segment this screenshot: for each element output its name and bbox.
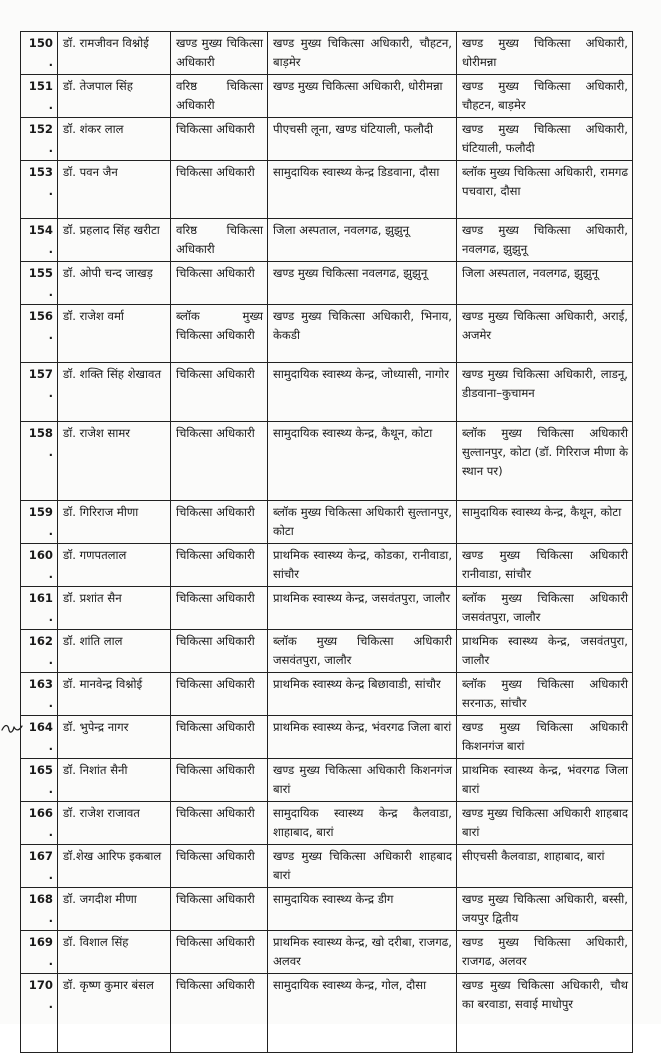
current-posting: प्राथमिक स्वास्थ्य केन्द्र, भंवरगढ जिला बारां: [268, 716, 457, 759]
serial-number: 155.: [21, 262, 58, 305]
serial-number: 160.: [21, 544, 58, 587]
current-posting: खण्ड मुख्य चिकित्सा अधिकारी किशनगंज बारां: [268, 759, 457, 802]
new-posting: खण्ड मुख्य चिकित्सा अधिकारी, चौहटन, बाड़मेर: [457, 75, 633, 118]
new-posting: सामुदायिक स्वास्थ्य केन्द्र, कैथून, कोटा: [457, 501, 633, 544]
officer-name: डॉ. रामजीवन विश्नोई: [58, 32, 171, 75]
table-row: [21, 422, 633, 501]
officer-post: चिकित्सा अधिकारी: [171, 544, 268, 587]
serial-number: 158.: [21, 422, 58, 501]
table-row: [21, 888, 633, 931]
serial-number: 159.: [21, 501, 58, 544]
officer-name: डॉ. राजेश वर्मा: [58, 305, 171, 363]
serial-number: 166.: [21, 802, 58, 845]
officer-name: डॉ. निशांत सैनी: [58, 759, 171, 802]
serial-number: 154.: [21, 219, 58, 262]
officer-name: डॉ. भुपेन्द्र नागर: [58, 716, 171, 759]
current-posting: प्राथमिक स्वास्थ्य केन्द्र, खो दरीबा, राजगढ, अलवर: [268, 931, 457, 974]
current-posting: सामुदायिक स्वास्थ्य केन्द्र, जोध्यासी, नागोर: [268, 363, 457, 422]
new-posting: खण्ड मुख्य चिकित्सा अधिकारी रानीवाडा, सांचौर: [457, 544, 633, 587]
officer-post: चिकित्सा अधिकारी: [171, 802, 268, 845]
officer-name: डॉ. पवन जैन: [58, 161, 171, 219]
serial-number: 164.: [21, 716, 58, 759]
officer-post: चिकित्सा अधिकारी: [171, 888, 268, 931]
current-posting: खण्ड मुख्य चिकित्सा अधिकारी, भिनाय, केकडी: [268, 305, 457, 363]
officer-post: चिकित्सा अधिकारी: [171, 630, 268, 673]
officer-post: वरिष्ठ चिकित्सा अधिकारी: [171, 219, 268, 262]
current-posting: ब्लॉक मुख्य चिकित्सा अधिकारी सुल्तानपुर, कोटा: [268, 501, 457, 544]
current-posting: खण्ड मुख्य चिकित्सा अधिकारी, धोरीमन्ना: [268, 75, 457, 118]
table-row: [21, 544, 633, 587]
current-posting: प्राथमिक स्वास्थ्य केन्द्र, जसवंतपुरा, जालौर: [268, 587, 457, 630]
table-row: [21, 759, 633, 802]
new-posting: खण्ड मुख्य चिकित्सा अधिकारी, अराई, अजमेर: [457, 305, 633, 363]
officer-name: डॉ. राजेश सामर: [58, 422, 171, 501]
table-row: [21, 501, 633, 544]
table-row: [21, 587, 633, 630]
current-posting: खण्ड मुख्य चिकित्सा अधिकारी शाहबाद बारां: [268, 845, 457, 888]
serial-number: 163.: [21, 673, 58, 716]
officer-name: डॉ. गणपतलाल: [58, 544, 171, 587]
current-posting: सामुदायिक स्वास्थ्य केन्द्र, गोल, दौसा: [268, 974, 457, 1053]
officer-name: डॉ. गिरिराज मीणा: [58, 501, 171, 544]
serial-number: 168.: [21, 888, 58, 931]
officer-name: डॉ. तेजपाल सिंह: [58, 75, 171, 118]
officer-name: डॉ. ओपी चन्द जाखड़: [58, 262, 171, 305]
new-posting: खण्ड मुख्य चिकित्सा अधिकारी शाहबाद बारां: [457, 802, 633, 845]
table-row: [21, 931, 633, 974]
transfer-table-body: [21, 32, 633, 1053]
officer-name: डॉ. शंकर लाल: [58, 118, 171, 161]
table-row: [21, 305, 633, 363]
table-row: [21, 845, 633, 888]
officer-post: चिकित्सा अधिकारी: [171, 501, 268, 544]
transfer-table: [20, 31, 633, 1053]
table-row: [21, 262, 633, 305]
new-posting: खण्ड मुख्य चिकित्सा अधिकारी, घंटियाली, फलौदी: [457, 118, 633, 161]
new-posting: प्राथमिक स्वास्थ्य केन्द्र, भंवरगढ जिला बारां: [457, 759, 633, 802]
table-row: [21, 75, 633, 118]
current-posting: सामुदायिक स्वास्थ्य केन्द्र, कैथून, कोटा: [268, 422, 457, 501]
serial-number: 170.: [21, 974, 58, 1053]
new-posting: खण्ड मुख्य चिकित्सा अधिकारी, धोरीमन्ना: [457, 32, 633, 75]
officer-name: डॉ. शक्ति सिंह शेखावत: [58, 363, 171, 422]
officer-post: खण्ड मुख्य चिकित्सा अधिकारी: [171, 32, 268, 75]
table-row: [21, 161, 633, 219]
officer-name: डॉ. राजेश राजावत: [58, 802, 171, 845]
serial-number: 165.: [21, 759, 58, 802]
serial-number: 167.: [21, 845, 58, 888]
officer-post: चिकित्सा अधिकारी: [171, 974, 268, 1053]
officer-name: डॉ. शांति लाल: [58, 630, 171, 673]
officer-post: चिकित्सा अधिकारी: [171, 262, 268, 305]
serial-number: 153.: [21, 161, 58, 219]
officer-post: चिकित्सा अधिकारी: [171, 118, 268, 161]
officer-name: डॉ. प्रशांत सैन: [58, 587, 171, 630]
current-posting: सामुदायिक स्वास्थ्य केन्द्र डीग: [268, 888, 457, 931]
current-posting: सामुदायिक स्वास्थ्य केन्द्र डिडवाना, दौसा: [268, 161, 457, 219]
officer-post: चिकित्सा अधिकारी: [171, 759, 268, 802]
serial-number: 150.: [21, 32, 58, 75]
new-posting: प्राथमिक स्वास्थ्य केन्द्र, जसवंतपुरा, जालौर: [457, 630, 633, 673]
table-row: [21, 118, 633, 161]
current-posting: पीएचसी लूना, खण्ड घंटियाली, फलौदी: [268, 118, 457, 161]
serial-number: 169.: [21, 931, 58, 974]
officer-name: डॉ.शेख आरिफ इकबाल: [58, 845, 171, 888]
officer-post: चिकित्सा अधिकारी: [171, 716, 268, 759]
officer-post: चिकित्सा अधिकारी: [171, 161, 268, 219]
table-row: [21, 363, 633, 422]
table-row: [21, 716, 633, 759]
officer-name: डॉ. मानवेन्द्र विश्नोई: [58, 673, 171, 716]
new-posting: खण्ड मुख्य चिकित्सा अधिकारी, बस्सी, जयपुर द्वितीय: [457, 888, 633, 931]
current-posting: खण्ड मुख्य चिकित्सा नवलगढ, झुझुनू: [268, 262, 457, 305]
current-posting: प्राथमिक स्वास्थ्य केन्द्र बिछावाडी, सांचौर: [268, 673, 457, 716]
current-posting: जिला अस्पताल, नवलगढ, झुझुनू: [268, 219, 457, 262]
serial-number: 156.: [21, 305, 58, 363]
table-row: [21, 219, 633, 262]
officer-post: ब्लॉक मुख्य चिकित्सा अधिकारी: [171, 305, 268, 363]
new-posting: खण्ड मुख्य चिकित्सा अधिकारी, राजगढ, अलवर: [457, 931, 633, 974]
new-posting: खण्ड मुख्य चिकित्सा अधिकारी, चौथ का बरवाडा, सवाई माधोपुर: [457, 974, 633, 1053]
serial-number: 151.: [21, 75, 58, 118]
current-posting: ब्लॉक मुख्य चिकित्सा अधिकारी जसवंतपुरा, जालौर: [268, 630, 457, 673]
new-posting: ब्लॉक मुख्य चिकित्सा अधिकारी सुल्तानपुर, कोटा (डॉ. गिरिराज मीणा के स्थान पर): [457, 422, 633, 501]
officer-name: डॉ. कृष्ण कुमार बंसल: [58, 974, 171, 1053]
current-posting: प्राथमिक स्वास्थ्य केन्द्र, कोडका, रानीवाडा, सांचौर: [268, 544, 457, 587]
new-posting: ब्लॉक मुख्य चिकित्सा अधिकारी, रामगढ पचवारा, दौसा: [457, 161, 633, 219]
table-row: [21, 630, 633, 673]
current-posting: खण्ड मुख्य चिकित्सा अधिकारी, चौहटन, बाड़मेर: [268, 32, 457, 75]
new-posting: ब्लॉक मुख्य चिकित्सा अधिकारी जसवंतपुरा, जालौर: [457, 587, 633, 630]
officer-name: डॉ. प्रहलाद सिंह खरीटा: [58, 219, 171, 262]
new-posting: ब्लॉक मुख्य चिकित्सा अधिकारी सरनाऊ, सांचौर: [457, 673, 633, 716]
new-posting: सीएचसी कैलवाडा, शाहाबाद, बारां: [457, 845, 633, 888]
officer-post: चिकित्सा अधिकारी: [171, 422, 268, 501]
serial-number: 152.: [21, 118, 58, 161]
serial-number: 161.: [21, 587, 58, 630]
officer-name: डॉ. विशाल सिंह: [58, 931, 171, 974]
new-posting: जिला अस्पताल, नवलगढ, झुझुनू: [457, 262, 633, 305]
officer-name: डॉ. जगदीश मीणा: [58, 888, 171, 931]
table-row: [21, 974, 633, 1053]
serial-number: 162.: [21, 630, 58, 673]
officer-post: चिकित्सा अधिकारी: [171, 363, 268, 422]
new-posting: खण्ड मुख्य चिकित्सा अधिकारी, लाडनू, डीडवाना–कुचामन: [457, 363, 633, 422]
new-posting: खण्ड मुख्य चिकित्सा अधिकारी किशनगंज बारां: [457, 716, 633, 759]
serial-number: 157.: [21, 363, 58, 422]
officer-post: चिकित्सा अधिकारी: [171, 587, 268, 630]
officer-post: चिकित्सा अधिकारी: [171, 931, 268, 974]
current-posting: सामुदायिक स्वास्थ्य केन्द्र कैलवाडा, शाहाबाद, बारां: [268, 802, 457, 845]
table-row: [21, 802, 633, 845]
new-posting: खण्ड मुख्य चिकित्सा अधिकारी, नवलगढ, झुझुनू: [457, 219, 633, 262]
officer-post: चिकित्सा अधिकारी: [171, 673, 268, 716]
table-row: [21, 32, 633, 75]
officer-post: चिकित्सा अधिकारी: [171, 845, 268, 888]
officer-post: वरिष्ठ चिकित्सा अधिकारी: [171, 75, 268, 118]
table-row: [21, 673, 633, 716]
